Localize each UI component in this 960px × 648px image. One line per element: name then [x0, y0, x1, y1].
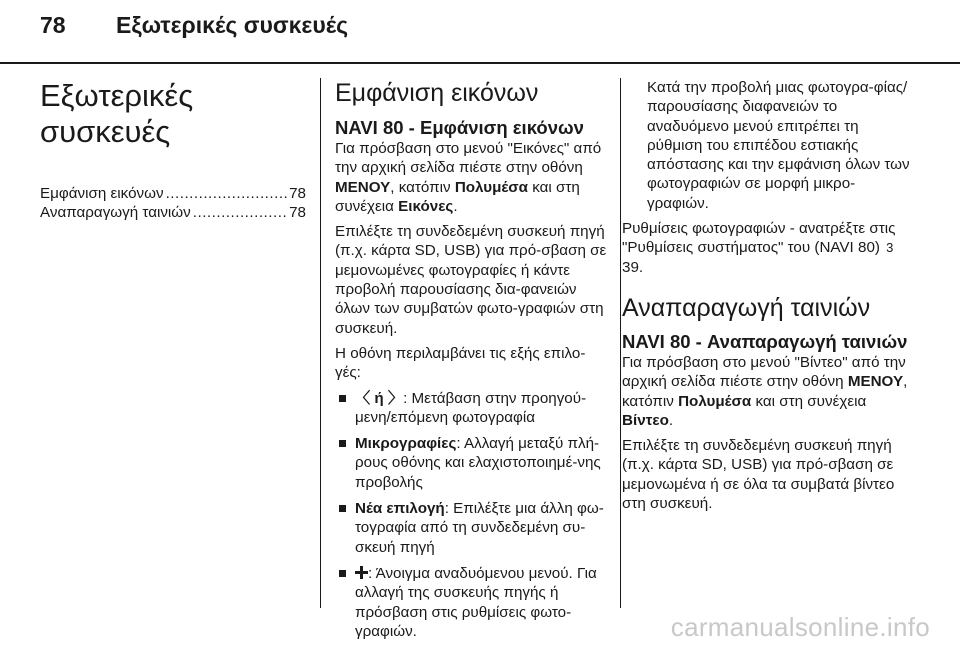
toc-page: 78 [289, 204, 306, 222]
paragraph-select-video-source: Επιλέξτε τη συνδεδεμένη συσκευή πηγή (π.χ. κάρτα SD, USB) για πρό-σβαση σε μεμονωμένα ή σε όλα τα συμβατά βίντεο στη συσκευή. [622, 437, 895, 513]
toc-label: Εμφάνιση εικόνων [40, 185, 164, 202]
column-divider-2 [620, 78, 621, 608]
section-title-images: Εμφάνιση εικόνων [335, 79, 539, 107]
paragraph-access-images: Για πρόσβαση στο μενού "Εικόνες" από την αρχική σελίδα πιέστε στην οθόνη ΜΕΝΟΥ, κατόπιν Πολυμέσα και στη συνέχεια Εικόνες. [335, 140, 602, 215]
paragraph-access-video: Για πρόσβαση στο μενού "Βίντεο" από την αρχική σελίδα πιέστε στην οθόνη ΜΕΝΟΥ, κατόπιν Πολυμέσα και στη συνέχεια Βίντεο. [622, 353, 908, 429]
paragraph-popup-zoom: Κατά την προβολή μιας φωτογρα-φίας/παρουσίασης διαφανειών το αναδυόμενο μενού επιτρέπει τη ρύθμιση του επιπέδου εστιακής απόστασης και την εμφάνιση όλων των φωτογραφιών σε μορφή μικρο-γραφιών. [647, 79, 910, 212]
paragraph-photo-settings: Ρυθμίσεις φωτογραφιών - ανατρέξτε στις "Ρυθμίσεις συστήματος" του (NAVI 80) 3 39. [622, 220, 896, 276]
header-rule [0, 62, 960, 64]
toc-leader [193, 203, 287, 222]
toc-entry[interactable] [40, 203, 306, 222]
running-title: Εξωτερικές συσκευές [116, 12, 349, 38]
bullet-prev-next: 〈 ή 〉: Μετάβαση στην προηγού-μενη/επόμενη φωτογραφία [335, 389, 607, 428]
bullet-popup-menu: : Άνοιγμα αναδυόμενου μενού. Για αλλαγή της συσκευής πηγής ή πρόσβαση στις ρυθμίσεις φωτο-γραφιών. [335, 564, 607, 641]
bullet-new-selection: Νέα επιλογή: Επιλέξτε μια άλλη φω-τογραφία από τη συνδεδεμένη συ-σκευή πηγή [335, 499, 607, 557]
watermark: carmanualsonline.info [670, 612, 930, 642]
column-images [335, 78, 607, 648]
toc-page: 78 [289, 185, 306, 202]
subsection-title-images: NAVI 80 - Εμφάνιση εικόνων [335, 117, 584, 138]
bullet-thumbnails: Μικρογραφίες: Αλλαγή μεταξύ πλή-ρους οθόνης και ελαχιστοποιημέ-νης προβολής [335, 434, 607, 492]
column-movies [622, 78, 912, 519]
plus-icon [355, 566, 368, 579]
paragraph-select-source: Επιλέξτε τη συνδεδεμένη συσκευή πηγή (π.χ. κάρτα SD, USB) για πρό-σβαση σε μεμονωμένες φωτογραφίες ή κάντε προβολή παρουσίασης δια-φανειών όλων των συμβατών φωτο-γραφιών στη συσκευή. [335, 223, 607, 337]
page-reference-icon: 3 [886, 240, 894, 256]
section-title-movies: Αναπαραγωγή ταινιών [622, 293, 871, 322]
page-number: 78 [40, 12, 66, 38]
toc-leader [166, 184, 288, 203]
chapter-title: Εξωτερικές συσκευές [40, 78, 194, 149]
toc-label: Αναπαραγωγή ταινιών [40, 204, 191, 222]
column-divider-1 [320, 78, 321, 608]
page-header [0, 0, 960, 62]
subsection-title-movies: NAVI 80 - Αναπαραγωγή ταινιών [622, 330, 908, 352]
column-toc [40, 78, 306, 223]
paragraph-options-intro: Η οθόνη περιλαμβάνει τις εξής επιλο-γές: [335, 344, 586, 382]
toc-entry[interactable] [40, 184, 306, 203]
